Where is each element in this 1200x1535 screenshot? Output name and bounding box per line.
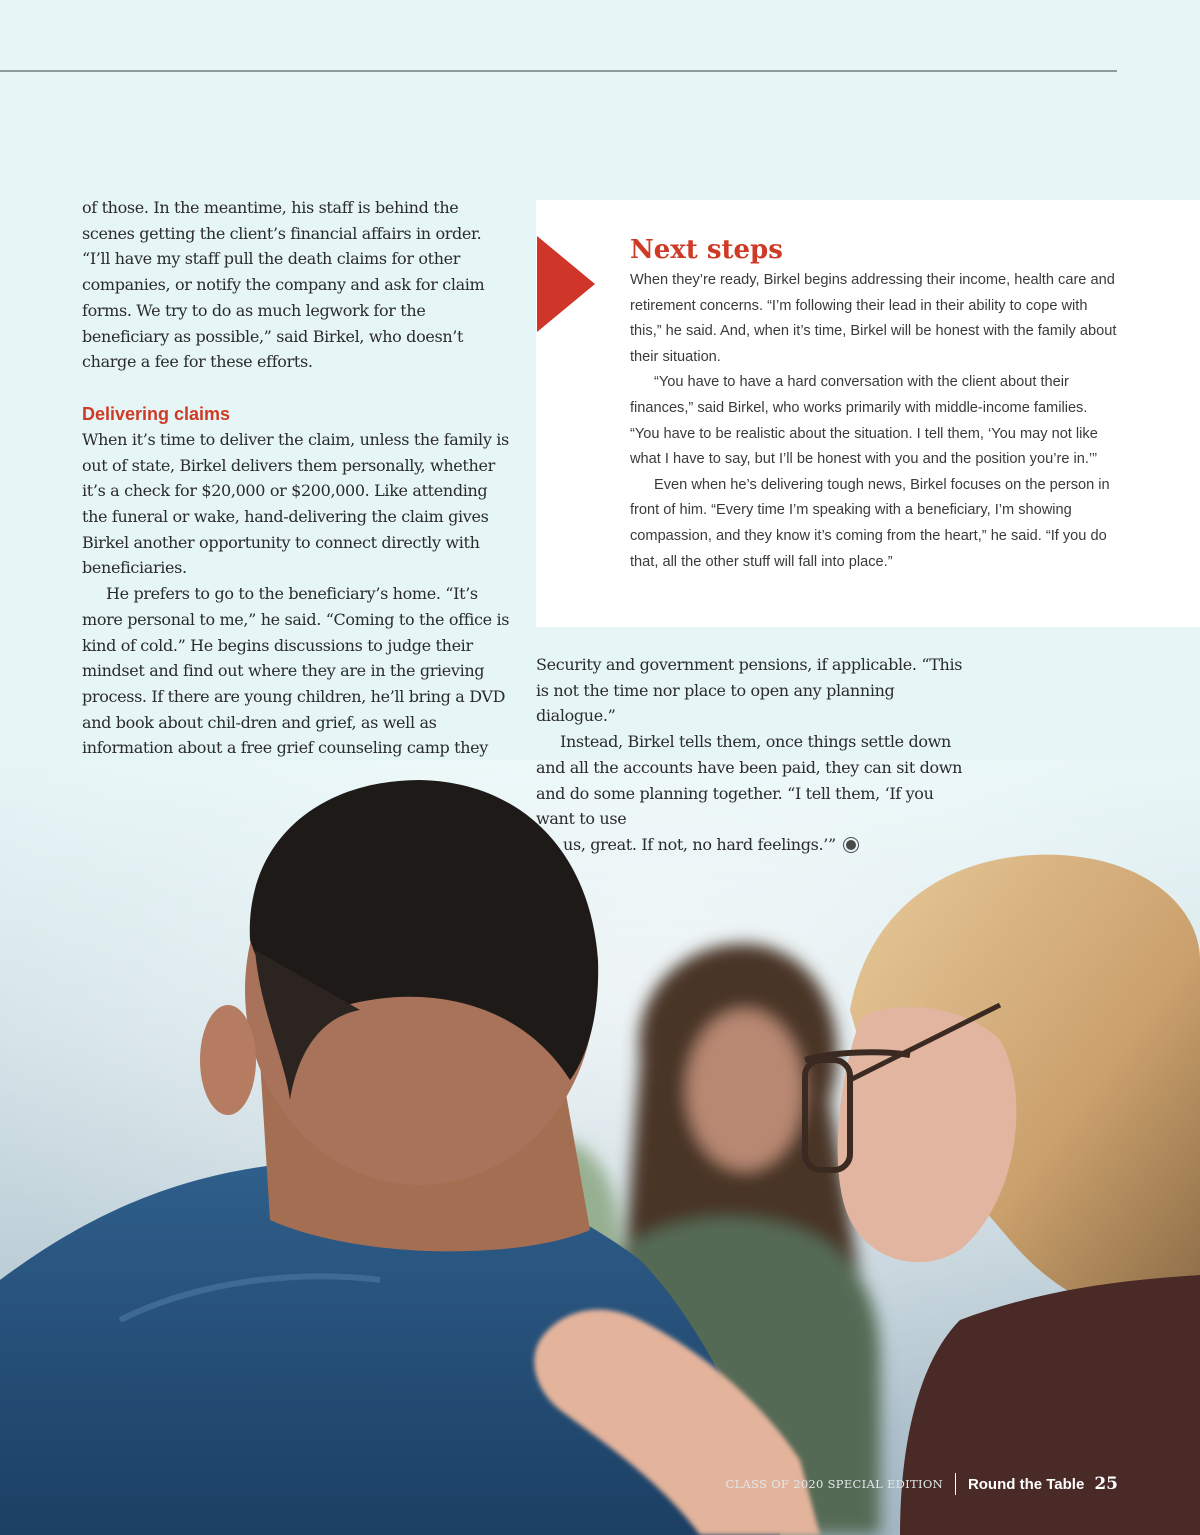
- edition-label: CLASS OF 2020 SPECIAL EDITION: [725, 1477, 943, 1491]
- body-paragraph: When it’s time to deliver the claim, unless the family is out of state, Birkel delivers them personally, whether it’s a check for $20,000 or $200,000. Like attending the funeral or wake, hand-delivering the claim gives Birkel another opportunity to connect directly with beneficiaries.: [82, 429, 509, 578]
- sidebar-paragraph: When they’re ready, Birkel begins addressing their income, health care and retirement concerns. “I’m following their lead in their ability to cope with this,” he said. And, when it’s time, Birkel will be honest with the family about their situation.: [630, 272, 1117, 365]
- page-footer: [725, 1473, 1118, 1495]
- body-paragraph: Security and government pensions, if applicable. “This is not the time nor place to open any planning dialogue.”: [536, 655, 963, 726]
- sidebar-title: Next steps: [630, 235, 783, 265]
- sidebar-paragraph: Even when he’s delivering tough news, Birkel focuses on the person in front of him. “Every time I’m speaking with a beneficiary, I’m showing compassion, and they know it’s coming from the heart,” he said. “If you do that, all the other stuff will fall into place.”: [630, 476, 1110, 570]
- closing-text: us, great. If not, no hard feelings.’”: [563, 834, 836, 854]
- sidebar-content: [630, 233, 1120, 575]
- intro-paragraph: of those. In the meantime, his staff is behind the scenes getting the client’s financial affairs in order. “I’ll have my staff pull the death claims for other companies, or notify the company and ask for claim forms. We try to do as much legwork for the beneficiary as possible,” said Birkel, who doesn’t charge a fee for these efforts.: [82, 198, 485, 372]
- page-number: 25: [1094, 1474, 1118, 1494]
- body-paragraph: Instead, Birkel tells them, once things settle down and all the accounts have been paid, they can sit down and do some planning together. “I tell them, ‘If you want to use: [536, 732, 963, 829]
- right-column: [536, 652, 966, 858]
- body-paragraph: He prefers to go to the beneficiary’s home. “It’s more personal to me,” he said. “Coming to the office is kind of cold.” He begins discussions to judge their mindset and find out where they are in the grieving process. If there are young children, he’ll bring a DVD and book about chil-dren and grief, as well as information about a free grief counseling camp they: [82, 584, 510, 758]
- magazine-title: Round the Table: [967, 1475, 1085, 1493]
- top-rule: [0, 70, 1117, 72]
- subhead-delivering-claims: Delivering claims: [82, 403, 231, 424]
- end-mark-icon: [844, 838, 858, 852]
- sidebar-paragraph: “You have to have a hard conversation with the client about their finances,” said Birkel, who works primarily with middle-income families. “You have to be realistic about the situation. I tell them, ‘You may not like what I have to say, but I’ll be honest with you and the position you’re in.’”: [630, 374, 1098, 468]
- closing-paragraph: [536, 832, 966, 858]
- footer-divider: [955, 1473, 956, 1495]
- photo-people-consoling: [0, 760, 1200, 1535]
- arrow-icon: [537, 236, 595, 332]
